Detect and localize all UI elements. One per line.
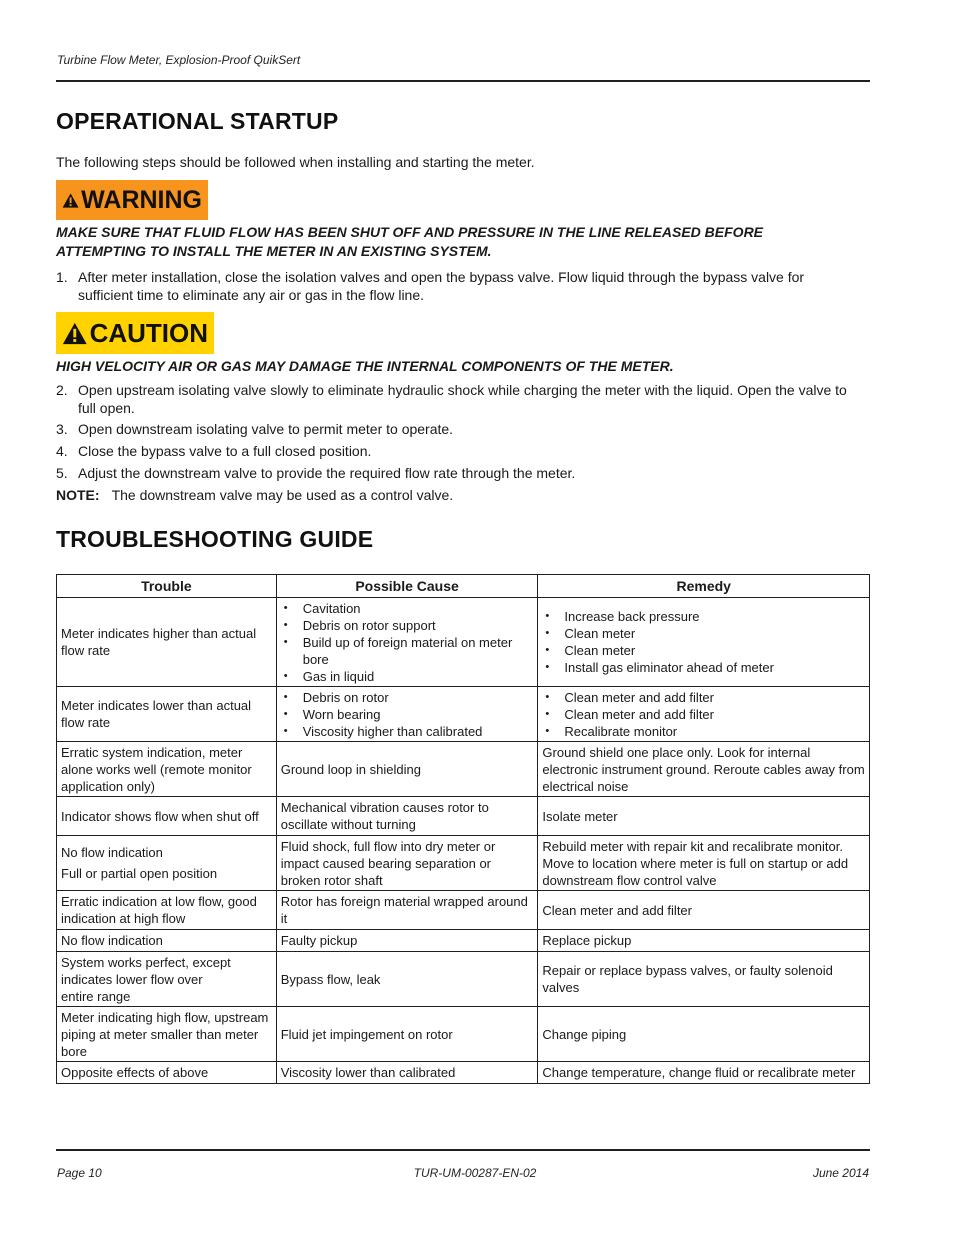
table-row (57, 1007, 870, 1062)
note-text: The downstream valve may be used as a control valve. (111, 487, 454, 503)
header-rule (56, 80, 870, 82)
publication-date: June 2014 (812, 1166, 869, 1180)
trouble-line: Full or partial open position (61, 866, 218, 881)
step-text: After meter installation, close the isolation valves and open the bypass valve. Flow liquid through the bypass valve for sufficient time to eliminate any air or gas in the flow line. (78, 269, 805, 303)
remedy-cell: Replace pickup (538, 930, 870, 952)
step-1 (56, 268, 856, 304)
document-id: TUR-UM-00287-EN-02 (413, 1166, 537, 1180)
table-row (57, 1062, 870, 1084)
step-4 (56, 442, 856, 460)
step-number: 3. (56, 421, 68, 437)
step-2 (56, 381, 856, 417)
step-5 (56, 464, 856, 482)
warning-text: MAKE SURE THAT FLUID FLOW HAS BEEN SHUT OFF AND PRESSURE IN THE LINE RELEASED BEFORE ATTEMPTING TO INSTALL THE METER IN AN EXISTING SYSTEM. (56, 224, 764, 259)
step-text: Close the bypass valve to a full closed position. (78, 443, 372, 459)
list-item: • Gas in liquid (281, 668, 534, 685)
cause-cell: Mechanical vibration causes rotor to oscillate without turning (276, 797, 538, 836)
remedy-cell: Repair or replace bypass valves, or faulty solenoid valves (538, 952, 870, 1007)
warning-badge (56, 180, 208, 220)
list-item: • Viscosity higher than calibrated (281, 723, 534, 740)
step-3 (56, 420, 856, 438)
caution-text: HIGH VELOCITY AIR OR GAS MAY DAMAGE THE INTERNAL COMPONENTS OF THE METER. (56, 358, 674, 374)
warning-triangle-icon (62, 187, 79, 214)
remedy-cell: Rebuild meter with repair kit and recalibrate monitor. Move to location where meter is full on startup or add downstream flow control valve (538, 836, 870, 891)
list-item: • Cavitation (281, 600, 534, 617)
intro-text: The following steps should be followed when installing and starting the meter. (56, 154, 535, 170)
step-text: Open downstream isolating valve to permit meter to operate. (78, 421, 454, 437)
trouble-cell: Meter indicates lower than actual flow rate (57, 687, 277, 742)
remedy-list (542, 689, 865, 740)
table-row (57, 836, 870, 891)
cause-list (281, 689, 534, 740)
column-header-remedy: Remedy (538, 575, 870, 598)
footer-rule (56, 1149, 870, 1151)
trouble-line: entire range (61, 988, 131, 1004)
step-number: 1. (56, 269, 68, 285)
table-header-row (57, 575, 870, 598)
trouble-line: No flow indication (61, 845, 163, 860)
step-number: 5. (56, 465, 68, 481)
step-number: 4. (56, 443, 68, 459)
note-label: NOTE: (56, 487, 100, 503)
list-item: • Build up of foreign material on meter bore (281, 634, 534, 668)
page-number: Page 10 (57, 1166, 102, 1180)
cause-cell: Faulty pickup (276, 930, 538, 952)
table-row (57, 797, 870, 836)
remedy-cell (538, 687, 870, 742)
cause-cell: Rotor has foreign material wrapped around it (276, 891, 538, 930)
trouble-cell: Meter indicates higher than actual flow rate (57, 598, 277, 687)
trouble-line: System works perfect, except indicates lower flow over (61, 954, 231, 987)
cause-cell (276, 598, 538, 687)
list-item: • Clean meter (542, 625, 865, 642)
trouble-cell: Erratic system indication, meter alone works well (remote monitor application only) (57, 742, 277, 797)
remedy-cell: Change piping (538, 1007, 870, 1062)
cause-cell (276, 687, 538, 742)
caution-badge (56, 312, 214, 354)
remedy-cell: Isolate meter (538, 797, 870, 836)
step-text: Adjust the downstream valve to provide the required flow rate through the meter. (78, 465, 576, 481)
warning-label: WARNING (81, 185, 202, 214)
section-title-startup: OPERATIONAL STARTUP (56, 108, 339, 134)
list-item: • Worn bearing (281, 706, 534, 723)
remedy-cell: Clean meter and add filter (538, 891, 870, 930)
table-row (57, 891, 870, 930)
cause-cell: Viscosity lower than calibrated (276, 1062, 538, 1084)
list-item: • Clean meter and add filter (542, 706, 865, 723)
caution-label: CAUTION (89, 317, 208, 348)
column-header-trouble: Trouble (57, 575, 277, 598)
list-item: • Increase back pressure (542, 608, 865, 625)
remedy-cell: Ground shield one place only. Look for internal electronic instrument ground. Reroute cables away from electrical noise (538, 742, 870, 797)
list-item: • Debris on rotor (281, 689, 534, 706)
remedy-cell: Change temperature, change fluid or recalibrate meter (538, 1062, 870, 1084)
trouble-cell (57, 952, 277, 1007)
list-item: • Clean meter (542, 642, 865, 659)
trouble-cell: Meter indicating high flow, upstream piping at meter smaller than meter bore (57, 1007, 277, 1062)
troubleshooting-table (56, 574, 870, 1084)
table-row (57, 742, 870, 797)
column-header-cause: Possible Cause (276, 575, 538, 598)
trouble-cell: Erratic indication at low flow, good indication at high flow (57, 891, 277, 930)
step-number: 2. (56, 382, 68, 398)
table-row (57, 952, 870, 1007)
list-item: • Recalibrate monitor (542, 723, 865, 740)
trouble-cell: No flow indication (57, 930, 277, 952)
list-item: • Debris on rotor support (281, 617, 534, 634)
cause-list (281, 600, 534, 685)
trouble-cell (57, 836, 277, 891)
cause-cell: Ground loop in shielding (276, 742, 538, 797)
caution-triangle-icon (62, 320, 88, 347)
table-row (57, 598, 870, 687)
cause-cell: Fluid jet impingement on rotor (276, 1007, 538, 1062)
list-item: • Clean meter and add filter (542, 689, 865, 706)
trouble-cell: Opposite effects of above (57, 1062, 277, 1084)
remedy-list (542, 608, 865, 676)
list-item: • Install gas eliminator ahead of meter (542, 659, 865, 676)
table-row (57, 930, 870, 952)
remedy-cell (538, 598, 870, 687)
cause-cell: Fluid shock, full flow into dry meter or impact caused bearing separation or broken rotor shaft (276, 836, 538, 891)
step-text: Open upstream isolating valve slowly to eliminate hydraulic shock while charging the meter with the liquid. Open the valve to full open. (78, 382, 847, 416)
document-header: Turbine Flow Meter, Explosion-Proof QuikSert (57, 53, 301, 67)
section-title-troubleshooting: TROUBLESHOOTING GUIDE (56, 526, 374, 552)
note (56, 487, 453, 503)
cause-cell: Bypass flow, leak (276, 952, 538, 1007)
trouble-cell: Indicator shows flow when shut off (57, 797, 277, 836)
table-row (57, 687, 870, 742)
